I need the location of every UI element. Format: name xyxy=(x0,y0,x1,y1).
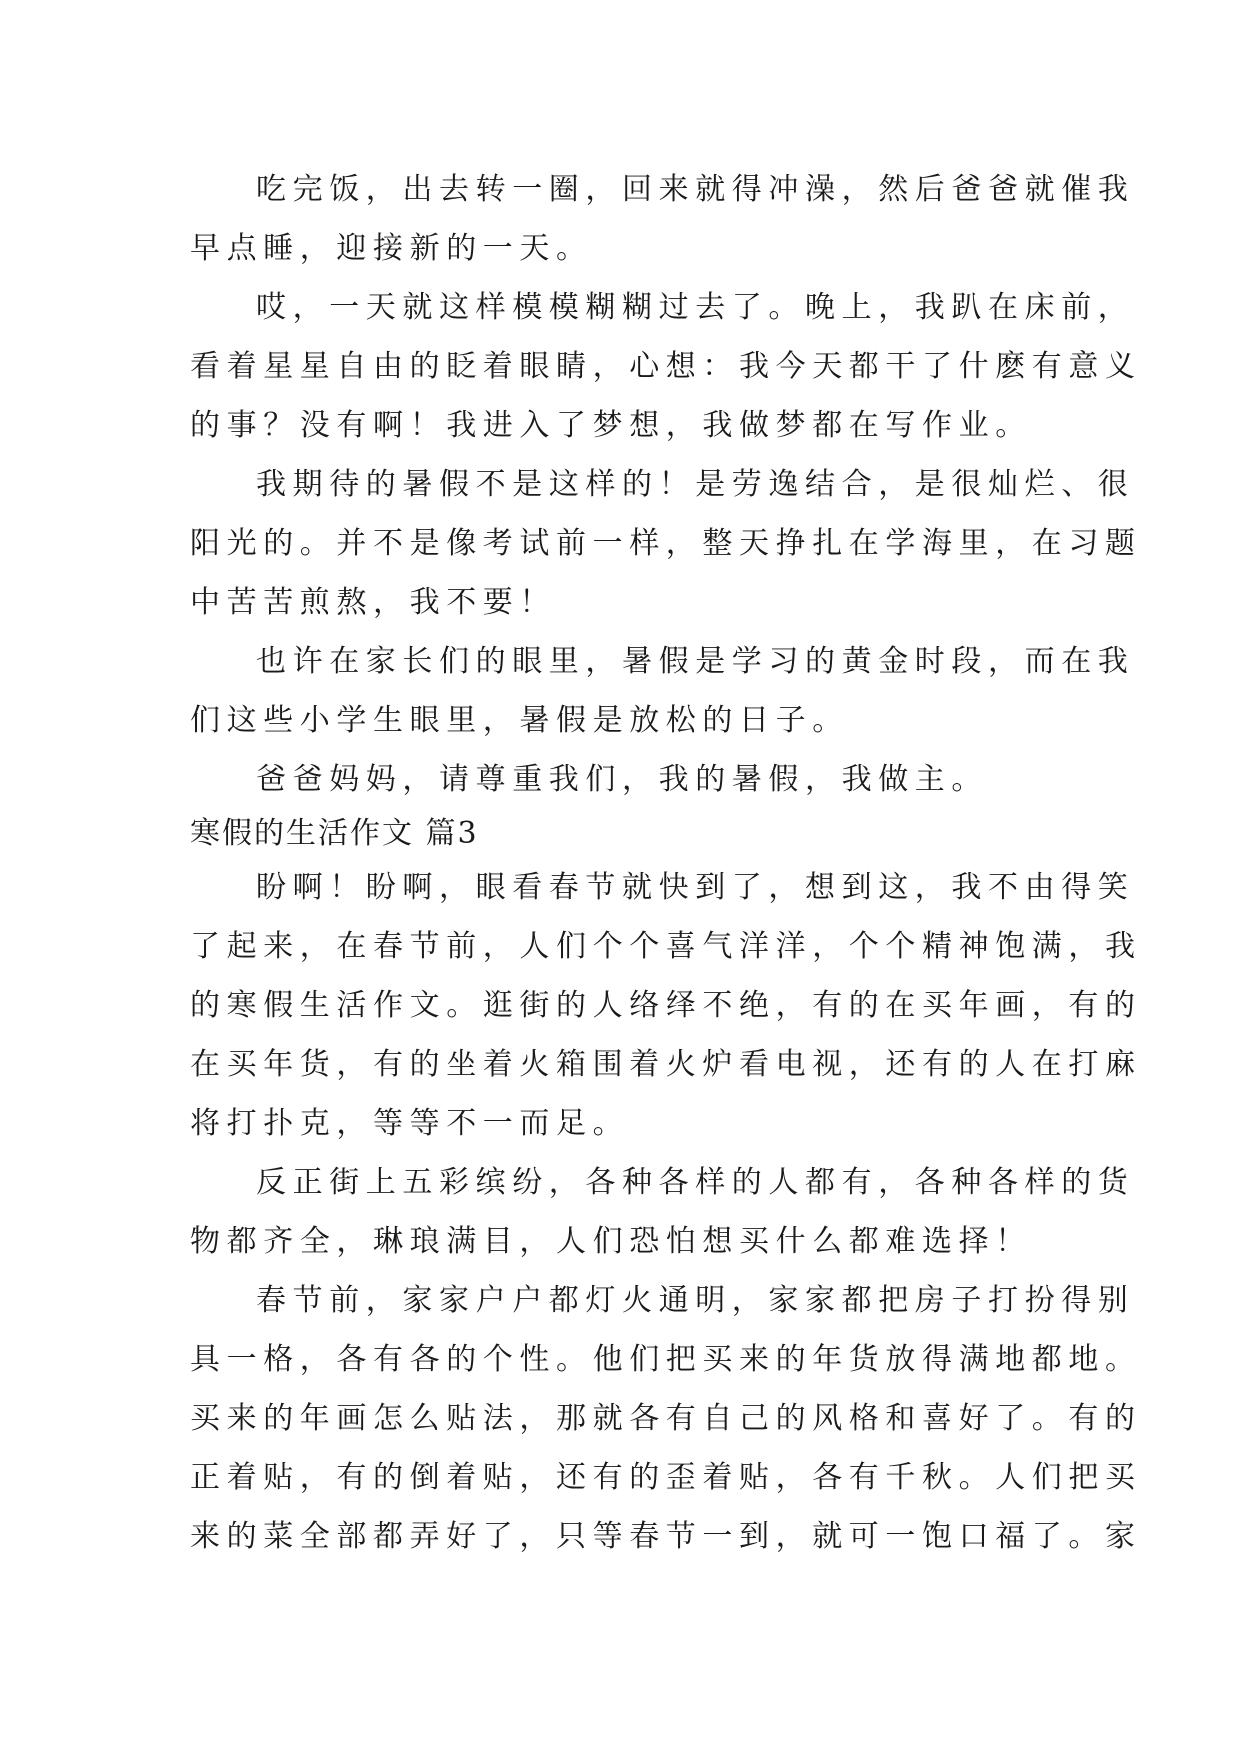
text-line: 买来的年画怎么贴法，那就各有自己的风格和喜好了。有的 xyxy=(190,1401,1142,1436)
text-line: 早点睡，迎接新的一天。 xyxy=(190,231,593,266)
text-line: 具一格，各有各的个性。他们把买来的年货放得满地都地。 xyxy=(190,1342,1142,1377)
text-line: 了起来，在春节前，人们个个喜气洋洋，个个精神饱满，我 xyxy=(190,929,1142,964)
document-body xyxy=(190,160,1142,1566)
paragraph xyxy=(190,160,1135,278)
text-line: 在买年货，有的坐着火箱围着火炉看电视，还有的人在打麻 xyxy=(190,1047,1142,1082)
paragraph xyxy=(190,858,1142,1153)
paragraph xyxy=(190,750,1060,809)
text-line: 的寒假生活作文。逛街的人络绎不绝，有的在买年画，有的 xyxy=(190,988,1142,1023)
text-line: 我期待的暑假不是这样的！是劳逸结合，是很灿烂、很 xyxy=(256,467,1135,502)
text-line: 也许在家长们的眼里，暑假是学习的黄金时段，而在我 xyxy=(256,644,1135,679)
text-line: 哎，一天就这样模模糊糊过去了。晚上，我趴在床前， xyxy=(256,290,1135,325)
text-line: 春节前，家家户户都灯火通明，家家都把房子打扮得别 xyxy=(256,1283,1135,1318)
text-line: 阳光的。并不是像考试前一样，整天挣扎在学海里，在习题 xyxy=(190,526,1142,561)
text-line: 爸爸妈妈，请尊重我们，我的暑假，我做主。 xyxy=(256,762,988,797)
text-line: 来的菜全部都弄好了，只等春节一到，就可一饱口福了。家 xyxy=(190,1519,1142,1554)
text-line: 吃完饭，出去转一圈，回来就得冲澡，然后爸爸就催我 xyxy=(256,172,1135,207)
text-line: 正着贴，有的倒着贴，还有的歪着贴，各有千秋。人们把买 xyxy=(190,1460,1142,1495)
paragraph xyxy=(190,1153,1135,1271)
text-line: 中苦苦煎熬，我不要！ xyxy=(190,585,556,620)
paragraph xyxy=(190,278,1142,455)
text-line: 物都齐全，琳琅满目，人们恐怕想买什么都难选择！ xyxy=(190,1224,1032,1259)
text-line: 反正街上五彩缤纷，各种各样的人都有，各种各样的货 xyxy=(256,1165,1135,1200)
text-line: 的事？没有啊！我进入了梦想，我做梦都在写作业。 xyxy=(190,408,1032,443)
paragraph xyxy=(190,455,1142,632)
text-line: 们这些小学生眼里，暑假是放松的日子。 xyxy=(190,703,849,738)
text-line: 看着星星自由的眨着眼睛，心想：我今天都干了什麽有意义 xyxy=(190,349,1142,384)
section-heading: 寒假的生活作文 篇3 xyxy=(190,816,479,851)
paragraph xyxy=(190,1271,1142,1566)
text-line: 盼啊！盼啊，眼看春节就快到了，想到这，我不由得笑 xyxy=(256,870,1135,905)
text-line: 将打扑克，等等不一而足。 xyxy=(190,1106,630,1141)
paragraph xyxy=(190,632,1135,750)
